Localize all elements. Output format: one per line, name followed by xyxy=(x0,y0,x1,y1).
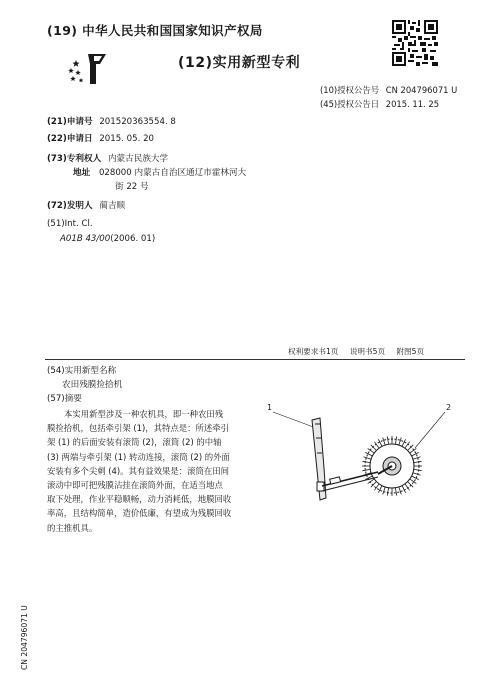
qr-code-icon xyxy=(392,20,438,66)
inventor xyxy=(47,199,125,211)
int-cl-classification xyxy=(60,234,155,244)
patentee xyxy=(47,152,168,164)
drum-spike xyxy=(414,461,422,462)
description-pages: 说明书5页 xyxy=(349,347,386,356)
inventor-label: (72)发明人 xyxy=(47,201,93,211)
drum-spike xyxy=(395,488,396,496)
patent-type: (12)实用新型专利 xyxy=(178,55,301,71)
publication-date-label: (45)授权公告日 xyxy=(320,99,380,109)
cnipa-logo-icon xyxy=(66,52,110,86)
representative-drawing xyxy=(260,398,465,516)
application-date-value: 2015. 05. 20 xyxy=(99,134,155,144)
inventor-value: 蔺吉顺 xyxy=(99,201,126,211)
address xyxy=(73,166,246,178)
claims-pages: 权利要求书1页 xyxy=(288,347,339,356)
abstract-text xyxy=(47,407,243,535)
drum-spike xyxy=(362,461,370,462)
publication-number-label: (10)授权公告号 xyxy=(320,85,380,95)
side-publication-number xyxy=(20,605,85,679)
drum-spike xyxy=(399,438,402,446)
address-label: 地址 xyxy=(73,168,91,178)
abstract-line: (3) 两端与牵引架 (1) 转动连接，滚筒 (2) 的外面 xyxy=(47,451,230,462)
drum-spike xyxy=(408,445,414,451)
utility-model-name-label: (54)实用新型名称 xyxy=(47,366,117,376)
drawing-label-2: 2 xyxy=(446,403,452,412)
int-cl-code: A01B 43/00 xyxy=(60,234,111,244)
page-counts xyxy=(288,346,433,357)
patentee-value: 内蒙古民族大学 xyxy=(107,154,169,164)
drum-spike xyxy=(414,469,422,470)
abstract-line: 的主推机具。 xyxy=(47,522,98,533)
int-cl-label: (51)Int. Cl. xyxy=(47,219,93,229)
abstract-line: 滚动中即可把残膜沾挂在滚筒外面，在适当地点 xyxy=(47,480,223,491)
drawing-label-1: 1 xyxy=(267,403,273,412)
application-date xyxy=(47,132,154,144)
publication-number xyxy=(320,84,457,96)
side-publication-text: CN 204796071 U xyxy=(20,605,29,670)
abstract-label: (57)摘要 xyxy=(47,394,82,404)
drum-spike xyxy=(383,438,386,446)
drum-spike xyxy=(412,476,419,480)
drawing-pages: 附图5页 xyxy=(396,347,425,356)
publication-date-value: 2015. 11. 25 xyxy=(385,99,440,109)
drum-spike xyxy=(413,457,421,460)
drum-spike xyxy=(362,469,370,470)
application-number-value: 201520363554. 8 xyxy=(99,117,176,127)
drum-spike xyxy=(399,487,402,495)
application-number xyxy=(47,115,176,127)
abstract-line: 取下处理，作业平稳顺畅，动力消耗低，地膜回收 xyxy=(47,494,232,505)
drum-spike xyxy=(387,488,388,496)
abstract-line: 架 (1) 的后面安装有滚筒 (2)，滚筒 (2) 的中轴 xyxy=(47,437,222,448)
application-date-label: (22)申请日 xyxy=(47,134,93,144)
office-name: (19) 中华人民共和国国家知识产权局 xyxy=(47,23,263,38)
drum-spike xyxy=(387,436,388,444)
application-number-label: (21)申请号 xyxy=(47,117,93,127)
drum-spike xyxy=(395,436,396,444)
section-divider xyxy=(45,359,465,360)
int-cl-year: (2006. 01) xyxy=(110,234,156,244)
abstract-line: 率高，且结构简单，造价低廉，有望成为残膜回收 xyxy=(47,508,232,519)
patentee-label: (73)专利权人 xyxy=(47,154,102,164)
drum-spike xyxy=(364,457,372,460)
abstract-line: 膜捡拾机，包括牵引架 (1)，其特点是：所述牵引 xyxy=(47,423,230,434)
drum-spike xyxy=(413,473,421,476)
drum-spike xyxy=(383,487,386,495)
publication-date xyxy=(320,98,439,110)
publication-number-value: CN 204796071 U xyxy=(385,85,458,95)
utility-model-name: 农田残膜捡拾机 xyxy=(62,380,123,390)
abstract-line: 安装有多个尖刺 (4)。其有益效果是：滚筒在田间 xyxy=(47,465,230,476)
address-line-1: 028000 内蒙古自治区通辽市霍林河大 xyxy=(98,168,247,178)
abstract-line: 本实用新型涉及一种农机具，即一种农田残 xyxy=(64,409,224,419)
address-line-2: 街 22 号 xyxy=(115,182,149,192)
